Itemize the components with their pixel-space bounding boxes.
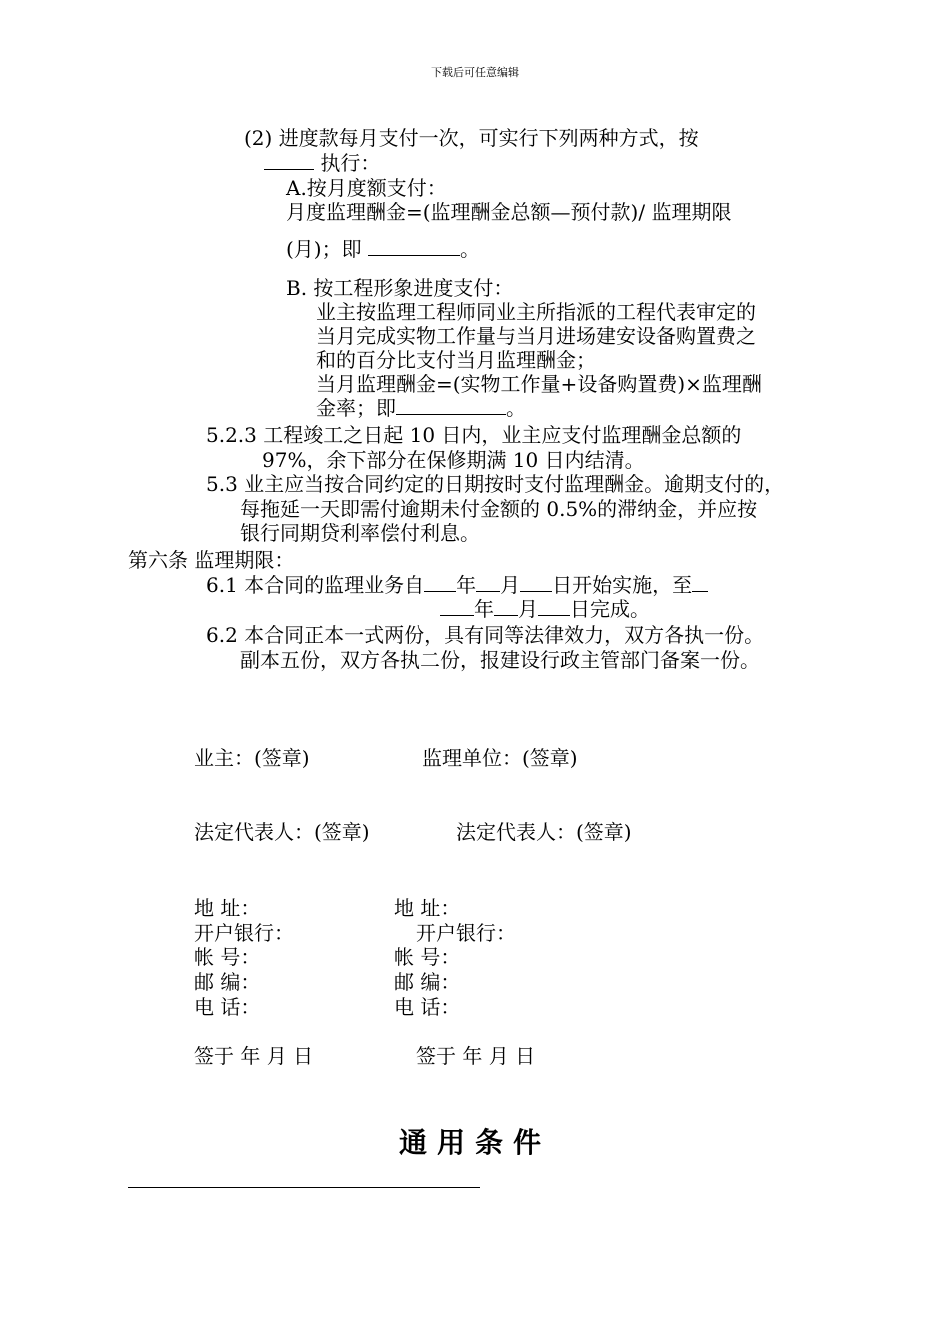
supervisor-bank-label: 开户银行： (416, 921, 516, 945)
page-header: 下载后可任意编辑 (431, 66, 519, 79)
article6-title: 第六条 监理期限： (128, 548, 295, 572)
s61-line2: 年 月 日完成。 (440, 597, 650, 621)
p2-a-line2: (月)；即 。 (286, 237, 480, 261)
general-conditions-title: 通用条件 (398, 1126, 551, 1159)
supervisor-address-label: 地 址： (394, 896, 461, 920)
owner-bank-label: 开户银行： (194, 921, 294, 945)
p2-b-line2: 当月完成实物工作量与当月进场建安设备购置费之 (316, 324, 756, 348)
supervisor-rep-label: 法定代表人：(签章) (456, 820, 632, 844)
s61-line1: 6.1 本合同的监理业务自 年 月 日开始实施，至 (206, 573, 708, 597)
supervisor-postcode-label: 邮 编： (394, 970, 461, 994)
blank-end-month (494, 597, 518, 616)
blank-method (264, 151, 314, 170)
p2-b-line5: 金率；即 。 (316, 396, 526, 420)
s53-line2: 每拖延一天即需付逾期未付金额的 0.5%的滞纳金，并应按 (240, 497, 758, 521)
supervisor-account-label: 帐 号： (394, 945, 461, 969)
supervisor-sign-date: 签于 年 月 日 (416, 1044, 536, 1068)
blank-fee-rate (396, 396, 506, 415)
p2-b-line4: 当月监理酬金=(实物工作量+设备购置费)×监理酬 (316, 372, 762, 396)
owner-phone-label: 电 话： (194, 995, 261, 1019)
blank-end-day (538, 597, 570, 616)
s523-line2: 97%，余下部分在保修期满 10 日内结清。 (262, 448, 645, 472)
s53-line3: 银行同期贷利率偿付利息。 (240, 521, 480, 545)
p2-b-line3: 和的百分比支付当月监理酬金； (316, 348, 596, 372)
p2-b-line1: 业主按监理工程师同业主所指派的工程代表审定的 (316, 300, 756, 324)
blank-end-year (440, 597, 474, 616)
s62-line1: 6.2 本合同正本一式两份，具有同等法律效力，双方各执一份。 (206, 623, 765, 647)
blank-monthly-amount (368, 237, 460, 256)
blank-start-day (520, 573, 552, 592)
blank-start-year (424, 573, 456, 592)
p2-a-line1: 月度监理酬金=(监理酬金总额—预付款)/ 监理期限 (286, 200, 732, 224)
owner-address-label: 地 址： (194, 896, 261, 920)
blank-start-month (476, 573, 500, 592)
supervisor-seal-label: 监理单位：(签章) (422, 746, 578, 770)
owner-seal-label: 业主：(签章) (194, 746, 310, 770)
s53-line1: 5.3 业主应当按合同约定的日期按时支付监理酬金。逾期支付的， (206, 472, 785, 496)
owner-sign-date: 签于 年 月 日 (194, 1044, 314, 1068)
footnote-divider (128, 1187, 480, 1188)
p2-line2: 执行： (264, 151, 380, 175)
s523-line1: 5.2.3 工程竣工之日起 10 日内，业主应支付监理酬金总额的 (206, 423, 742, 447)
owner-postcode-label: 邮 编： (194, 970, 261, 994)
supervisor-phone-label: 电 话： (394, 995, 461, 1019)
owner-account-label: 帐 号： (194, 945, 261, 969)
p2-line1: (2) 进度款每月支付一次，可实行下列两种方式，按 (244, 126, 699, 150)
owner-rep-label: 法定代表人：(签章) (194, 820, 370, 844)
s62-line2: 副本五份，双方各执二份，报建设行政主管部门备案一份。 (240, 648, 760, 672)
p2-a-title: A.按月度额支付： (286, 176, 447, 200)
p2-b-title: B. 按工程形象进度支付： (286, 276, 514, 300)
blank-end-prefix (692, 573, 708, 592)
